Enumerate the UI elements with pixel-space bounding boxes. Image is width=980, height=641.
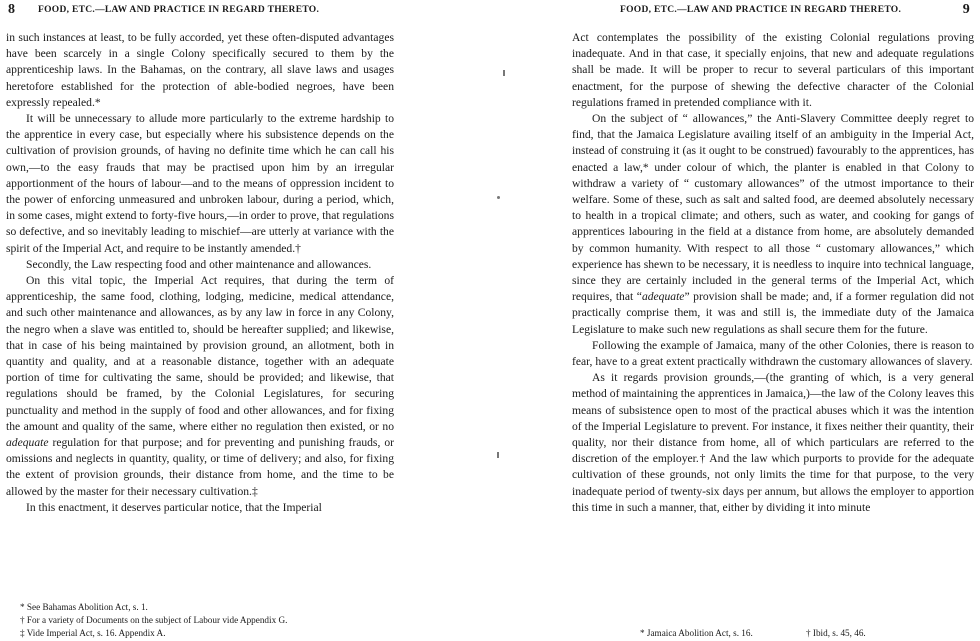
- footnotes-right: [640, 627, 970, 640]
- gutter-mark: [503, 70, 505, 76]
- body-text-right: [572, 30, 974, 516]
- paragraph: [6, 273, 394, 500]
- text-run: ” provision shall be made; and, if a former regulation did not practically comprise them, it was and still is, the immediate duty of the Jamaica Legislature to make such new regulations as shall secure them for the future.: [572, 290, 974, 336]
- paragraph: [572, 111, 974, 338]
- footnote: * See Bahamas Abolition Act, s. 1.: [20, 602, 148, 612]
- paragraph: In this enactment, it deserves particular notice, that the Imperial: [26, 500, 322, 514]
- left-page: [0, 0, 400, 641]
- text-run: regulation for that purpose; and for preventing and punishing frauds, or omissions and neglects in quantity, quality, or time of delivery; and also, for fixing the extent of provision grounds, their distance from home, and the time to be allowed by the master for their necessary cultivation.‡: [6, 436, 394, 498]
- footnote: † Ibid, s. 45, 46.: [806, 628, 866, 638]
- gutter-mark: [497, 196, 500, 199]
- running-title-right: FOOD, ETC.—LAW AND PRACTICE IN REGARD THERETO.: [620, 5, 902, 15]
- paragraph: Act contemplates the possibility of the existing Colonial regulations proving inadequate. And in that case, it specially enjoins, that new and adequate regulations shall be made. It will be proper to recur to several particulars of this important enactment, for the purpose of shewing the defective character of the Colonial regulations framed in pretended compliance with it.: [572, 31, 974, 109]
- page-number-left: 8: [8, 2, 16, 17]
- paragraph: As it regards provision grounds,—(the granting of which, is a very general method of maintaining the apprentices in Jamaica,)—the law of the Colony leaves this means of subsistence open to most of the practical abuses which it was the intention of the Imperial Legislature to prevent. For instance, it fixes neither their quantity, their quality, nor their distance from home, all of which particulars are referred to the discretion of the employer.† And the law which purports to provide for the adequate cultivation of these grounds, not only limits the time for that purpose, to the very inadequate period of twenty-six days per annum, but allows the employer to apportion this time in such a manner, that, either by dividing it into minute: [572, 371, 974, 514]
- text-run: On the subject of “ allowances,” the Anti-Slavery Committee deeply regret to find, that the Jamaica Legislature availing itself of an ambiguity in the Imperial Act, instead of construing it (as it ought to be construed) favourably to the apprentices, has enacted a law,* under colour of which, the planter is enabled in that Colony to withdraw a variety of “ customary allowances” of the utmost importance to their welfare. Some of these, such as salt and salted food, are deemed absolutely necessary to health in a tropical climate; and others, such as water, and cooking for gangs of apprentices labouring in the field at a distance from home, are absolutely demanded by common humanity. With respect to all those “ customary allowances,” which experience has shewn to be necessary, it is needless to inquire into technical language, since they are certainly included in the general terms of the Imperial Act, which requires, that “: [572, 112, 974, 304]
- page-number-right: 9: [962, 2, 970, 17]
- right-page: [572, 0, 980, 641]
- footnote: ‡ Vide Imperial Act, s. 16. Appendix A.: [20, 628, 166, 638]
- paragraph: Secondly, the Law respecting food and other maintenance and allowances.: [26, 257, 372, 271]
- paragraph: Following the example of Jamaica, many of the other Colonies, there is reason to fear, have to a great extent practically withdrawn the customary allowances of slavery.: [572, 338, 974, 369]
- running-head-left: [0, 4, 400, 20]
- paragraph: in such instances at least, to be fully accorded, yet these often-disputed advantages have been scarcely in a single Colony specifically secured to them by the apprenticeship laws. In the Bahamas, on the contrary, all slave laws and usages heretofore established for the protection of able-bodied negroes, have been expressly repealed.*: [6, 31, 394, 109]
- paragraph: It will be unnecessary to allude more particularly to the extreme hardship to the apprentice in every case, but especially where his subsistence depends on the cultivation of provision grounds, of having no definite time which he can call his own,—to the easy frauds that may be practised upon him by an irregular apportionment of the hours of labour—and to the means of oppression incident to the power of enforcing unmeasured and unbroken labour, during a period, which, in some cases, might extend to forty-five hours,—in order to prove, that regulations so defective, and so inevitably leading to mischief—are utterly at variance with the spirit of the Imperial Act, and require to be instantly amended.†: [6, 112, 394, 255]
- running-title-left: FOOD, ETC.—LAW AND PRACTICE IN REGARD THERETO.: [38, 5, 320, 15]
- footnotes-left: [20, 601, 390, 640]
- footnote: * Jamaica Abolition Act, s. 16.: [640, 628, 753, 638]
- italic-word: adequate: [6, 436, 49, 450]
- footnote: † For a variety of Documents on the subject of Labour vide Appendix G.: [20, 615, 288, 625]
- body-text-left: [6, 30, 394, 516]
- text-run: On this vital topic, the Imperial Act requires, that during the term of apprenticeship, the same food, clothing, lodging, medicine, medical attendance, and such other maintenance and allowances, as by any law in force in any Colony, the negro when a slave was entitled to, should be hereafter supplied; and likewise, that in case of his being maintained by provision ground, an allotment, both in quantity and quality, and at a reasonable distance, together with an adequate portion of time for cultivating the same, should be provided; and likewise, that regulations should be framed, by the Colonial Legislatures, for securing punctuality and method in the supply of food and other allowances, and for fixing the amount and quality of the same, where either no regulation then existed, or no: [6, 274, 394, 433]
- italic-word: adequate: [641, 290, 685, 304]
- running-head-right: [572, 4, 980, 20]
- gutter-mark: [497, 452, 499, 458]
